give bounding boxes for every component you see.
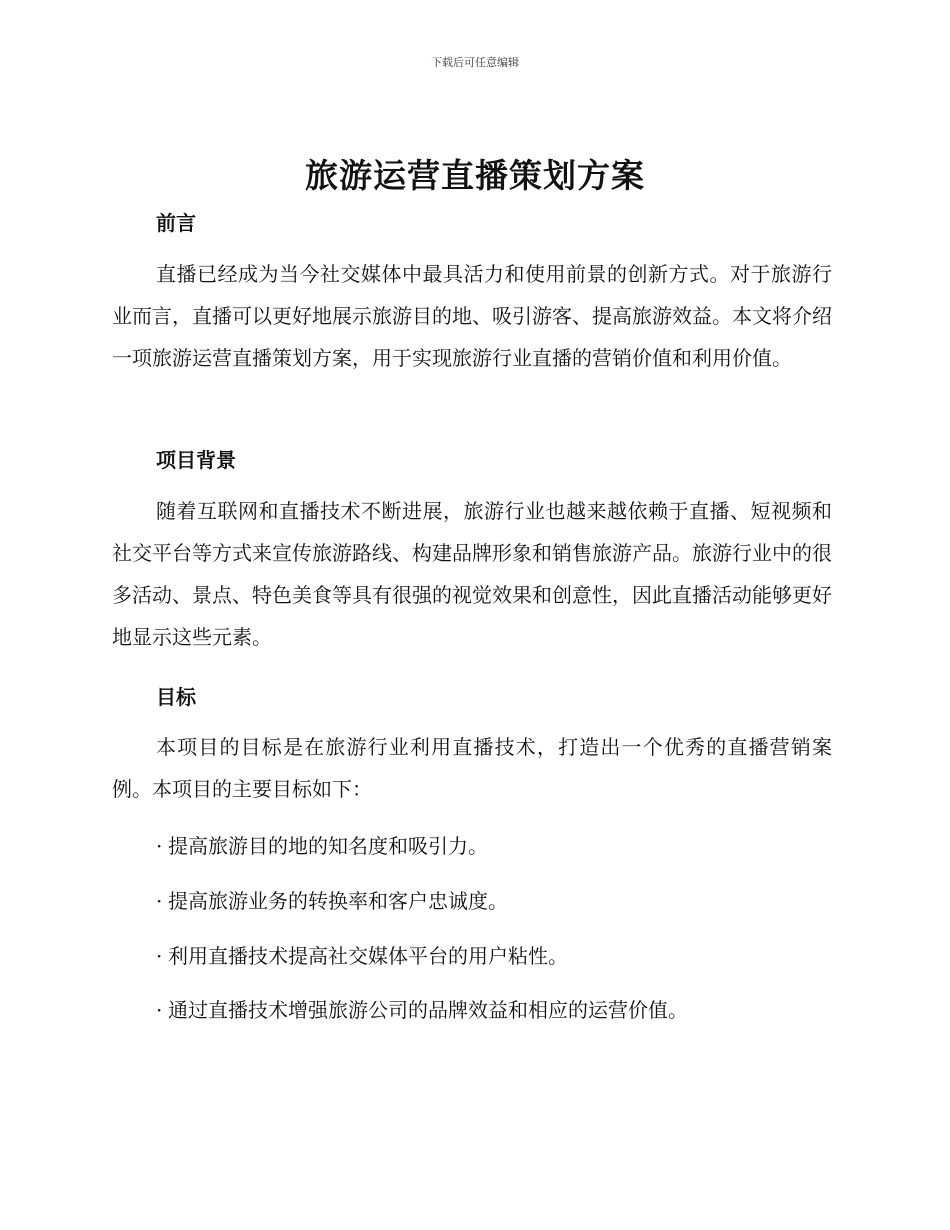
- goal-bullet-item: [156, 996, 688, 1024]
- header-note: 下载后可任意编辑: [431, 56, 519, 69]
- bullet-dot-icon: ·: [156, 834, 163, 858]
- bullet-dot-icon: ·: [156, 998, 163, 1022]
- goal-bullet-text: 提高旅游目的地的知名度和吸引力。: [168, 834, 488, 858]
- background-paragraph: 随着互联网和直播技术不断进展，旅游行业也越来越依赖于直播、短视频和社交平台等方式来宣传旅游路线、构建品牌形象和销售旅游产品。旅游行业中的很多活动、景点、特色美食等具有很强的视觉效果和创意性，因此直播活动能够更好地显示这些元素。: [112, 499, 832, 649]
- document-title: 旅游运营直播策划方案: [305, 156, 645, 195]
- goal-bullet-text: 提高旅游业务的转换率和客户忠诚度。: [168, 889, 508, 913]
- goal-bullet-item: [156, 942, 568, 970]
- goal-bullet-item: [156, 887, 508, 915]
- section-heading-preface: 前言: [156, 211, 196, 235]
- section-heading-background: 项目背景: [156, 448, 236, 472]
- bullet-dot-icon: ·: [156, 889, 163, 913]
- section-heading-goals: 目标: [156, 685, 196, 709]
- goal-bullet-item: [156, 832, 488, 860]
- goal-bullet-text: 通过直播技术增强旅游公司的品牌效益和相应的运营价值。: [168, 998, 688, 1022]
- preface-paragraph: 直播已经成为当今社交媒体中最具活力和使用前景的创新方式。对于旅游行业而言，直播可以更好地展示旅游目的地、吸引游客、提高旅游效益。本文将介绍一项旅游运营直播策划方案，用于实现旅游行业直播的营销价值和利用价值。: [112, 262, 832, 370]
- bullet-dot-icon: ·: [156, 944, 163, 968]
- goal-bullet-text: 利用直播技术提高社交媒体平台的用户粘性。: [168, 944, 568, 968]
- goals-paragraph: 本项目的目标是在旅游行业利用直播技术，打造出一个优秀的直播营销案例。本项目的主要目标如下：: [112, 735, 832, 801]
